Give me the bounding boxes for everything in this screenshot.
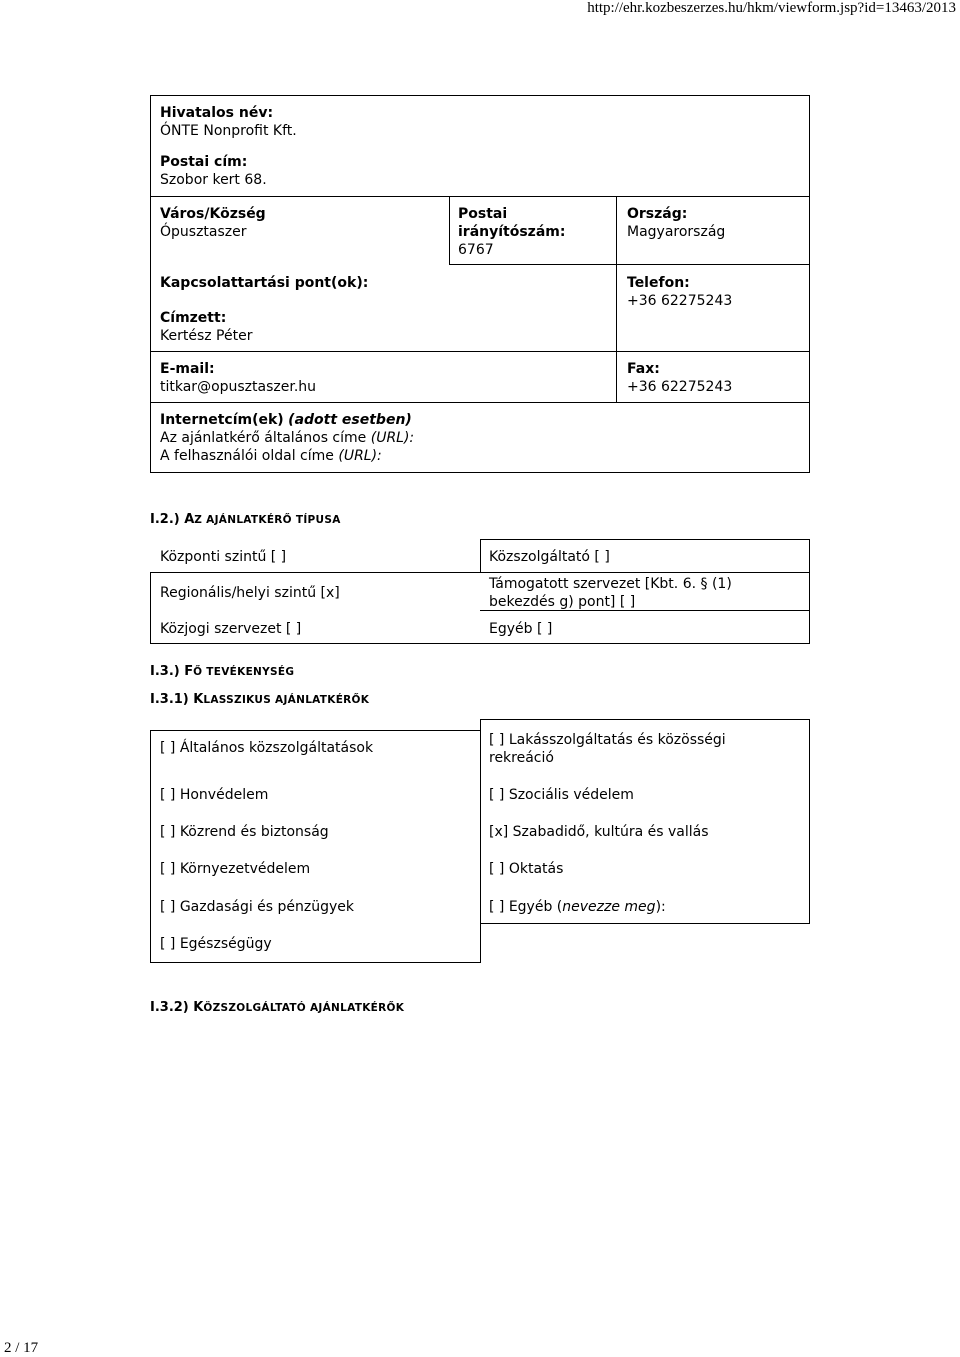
- section-i3-heading: [150, 664, 294, 679]
- buyer-type-other[interactable]: Egyéb [ ]: [489, 621, 553, 637]
- general-url-row: [160, 429, 414, 447]
- section-title-initial: K: [193, 1000, 204, 1015]
- table-border: [809, 95, 810, 473]
- country-value: Magyarország: [627, 224, 726, 240]
- section-title: LASSZIKUS AJÁNLATKÉRŐK: [203, 694, 370, 706]
- table-border: [150, 730, 151, 963]
- table-divider: [480, 923, 810, 924]
- section-i32-heading: [150, 1000, 404, 1015]
- buyer-type-subsidised[interactable]: Támogatott szervezet [Kbt. 6. § (1): [489, 576, 732, 592]
- section-title: Z AJÁNLATKÉRŐ TÍPUSA: [194, 514, 341, 526]
- buyer-type-utility[interactable]: Közszolgáltató [ ]: [489, 549, 610, 565]
- activity-social-protection[interactable]: [ ] Szociális védelem: [489, 787, 634, 803]
- activity-recreation-culture[interactable]: [x] Szabadidő, kultúra és vallás: [489, 824, 709, 840]
- table-border: [150, 730, 480, 731]
- buyer-type-subsidised-line2: bekezdés g) pont] [ ]: [489, 594, 636, 610]
- table-divider: [616, 196, 617, 403]
- section-title: ÖZSZOLGÁLTATÓ AJÁNLATKÉRŐK: [203, 1002, 405, 1014]
- table-border: [150, 472, 810, 473]
- phone-label: Telefon:: [627, 275, 690, 291]
- official-name-label: Hivatalos név:: [160, 105, 274, 121]
- table-border: [809, 539, 810, 644]
- activity-housing[interactable]: [ ] Lakásszolgáltatás és közösségi: [489, 732, 726, 748]
- section-i31-heading: [150, 692, 369, 707]
- table-divider: [450, 264, 810, 265]
- table-border: [150, 572, 151, 644]
- table-divider: [150, 351, 810, 352]
- buyer-type-central[interactable]: Központi szintű [ ]: [160, 549, 287, 565]
- section-title-initial: K: [193, 692, 204, 707]
- table-border: [809, 719, 810, 924]
- section-number: I.3.2): [150, 1000, 189, 1015]
- table-divider: [150, 572, 810, 573]
- general-url-label: Az ajánlatkérő általános címe: [160, 430, 367, 446]
- table-border: [150, 95, 810, 96]
- email-label: E-mail:: [160, 361, 215, 377]
- source-url[interactable]: http://ehr.kozbeszerzes.hu/hkm/viewform.jsp?id=13463/2013: [587, 0, 956, 16]
- activity-general-public-services[interactable]: [ ] Általános közszolgáltatások: [160, 740, 374, 756]
- addressee-label: Címzett:: [160, 310, 227, 326]
- table-border: [150, 962, 481, 963]
- section-title-initial: A: [184, 512, 195, 527]
- section-number: I.3.): [150, 664, 180, 679]
- activity-other-hint: nevezze meg: [562, 899, 656, 915]
- table-divider: [449, 196, 450, 265]
- activity-housing-line2: rekreáció: [489, 750, 554, 766]
- fax-value: +36 62275243: [627, 379, 733, 395]
- section-i2-heading: [150, 512, 341, 527]
- table-border: [480, 539, 810, 540]
- buyer-type-regional[interactable]: Regionális/helyi szintű [x]: [160, 585, 340, 601]
- table-divider: [150, 196, 810, 197]
- section-title-initial: F: [184, 664, 194, 679]
- official-name: ÓNTE Nonprofit Kft.: [160, 123, 297, 139]
- postcode-label: Postai: [458, 206, 508, 222]
- postcode-label-2: irányítószám:: [458, 224, 566, 240]
- internet-label: Internetcím(ek): [160, 412, 284, 428]
- buyer-url-note: (URL):: [338, 448, 382, 464]
- buyer-url-row: [160, 447, 382, 465]
- general-url-note: (URL):: [370, 430, 415, 446]
- contact-points-label: Kapcsolattartási pont(ok):: [160, 275, 369, 291]
- table-border: [480, 719, 810, 720]
- fax-label: Fax:: [627, 361, 660, 377]
- activity-other-prefix: [ ] Egyéb (: [489, 899, 563, 915]
- section-number: I.3.1): [150, 692, 189, 707]
- activity-health[interactable]: [ ] Egészségügy: [160, 936, 272, 952]
- activity-public-order[interactable]: [ ] Közrend és biztonság: [160, 824, 329, 840]
- activity-education[interactable]: [ ] Oktatás: [489, 861, 564, 877]
- postcode-value: 6767: [458, 242, 494, 258]
- section-title: Ő TEVÉKENYSÉG: [193, 666, 295, 678]
- internet-heading: [160, 411, 412, 429]
- table-border: [480, 539, 481, 573]
- buyer-type-public-body[interactable]: Közjogi szervezet [ ]: [160, 621, 302, 637]
- activity-environment[interactable]: [ ] Környezetvédelem: [160, 861, 311, 877]
- city-value: Ópusztaszer: [160, 224, 247, 240]
- postal-address-label: Postai cím:: [160, 154, 248, 170]
- buyer-url-label: A felhasználói oldal címe: [160, 448, 334, 464]
- table-divider: [150, 402, 810, 403]
- table-border: [150, 643, 810, 644]
- email-value[interactable]: titkar@opusztaszer.hu: [160, 379, 317, 395]
- table-border: [480, 719, 481, 963]
- section-number: I.2.): [150, 512, 180, 527]
- addressee-value: Kertész Péter: [160, 328, 253, 344]
- activity-defence[interactable]: [ ] Honvédelem: [160, 787, 269, 803]
- postal-address: Szobor kert 68.: [160, 172, 267, 188]
- country-label: Ország:: [627, 206, 688, 222]
- page-number: 2 / 17: [4, 1340, 39, 1356]
- table-border: [150, 95, 151, 473]
- phone-value: +36 62275243: [627, 293, 733, 309]
- activity-economic-affairs[interactable]: [ ] Gazdasági és pénzügyek: [160, 899, 355, 915]
- activity-other-suffix: ):: [655, 899, 666, 915]
- activity-other[interactable]: [489, 898, 666, 916]
- internet-label-note: (adott esetben): [288, 412, 412, 428]
- city-label: Város/Község: [160, 206, 266, 222]
